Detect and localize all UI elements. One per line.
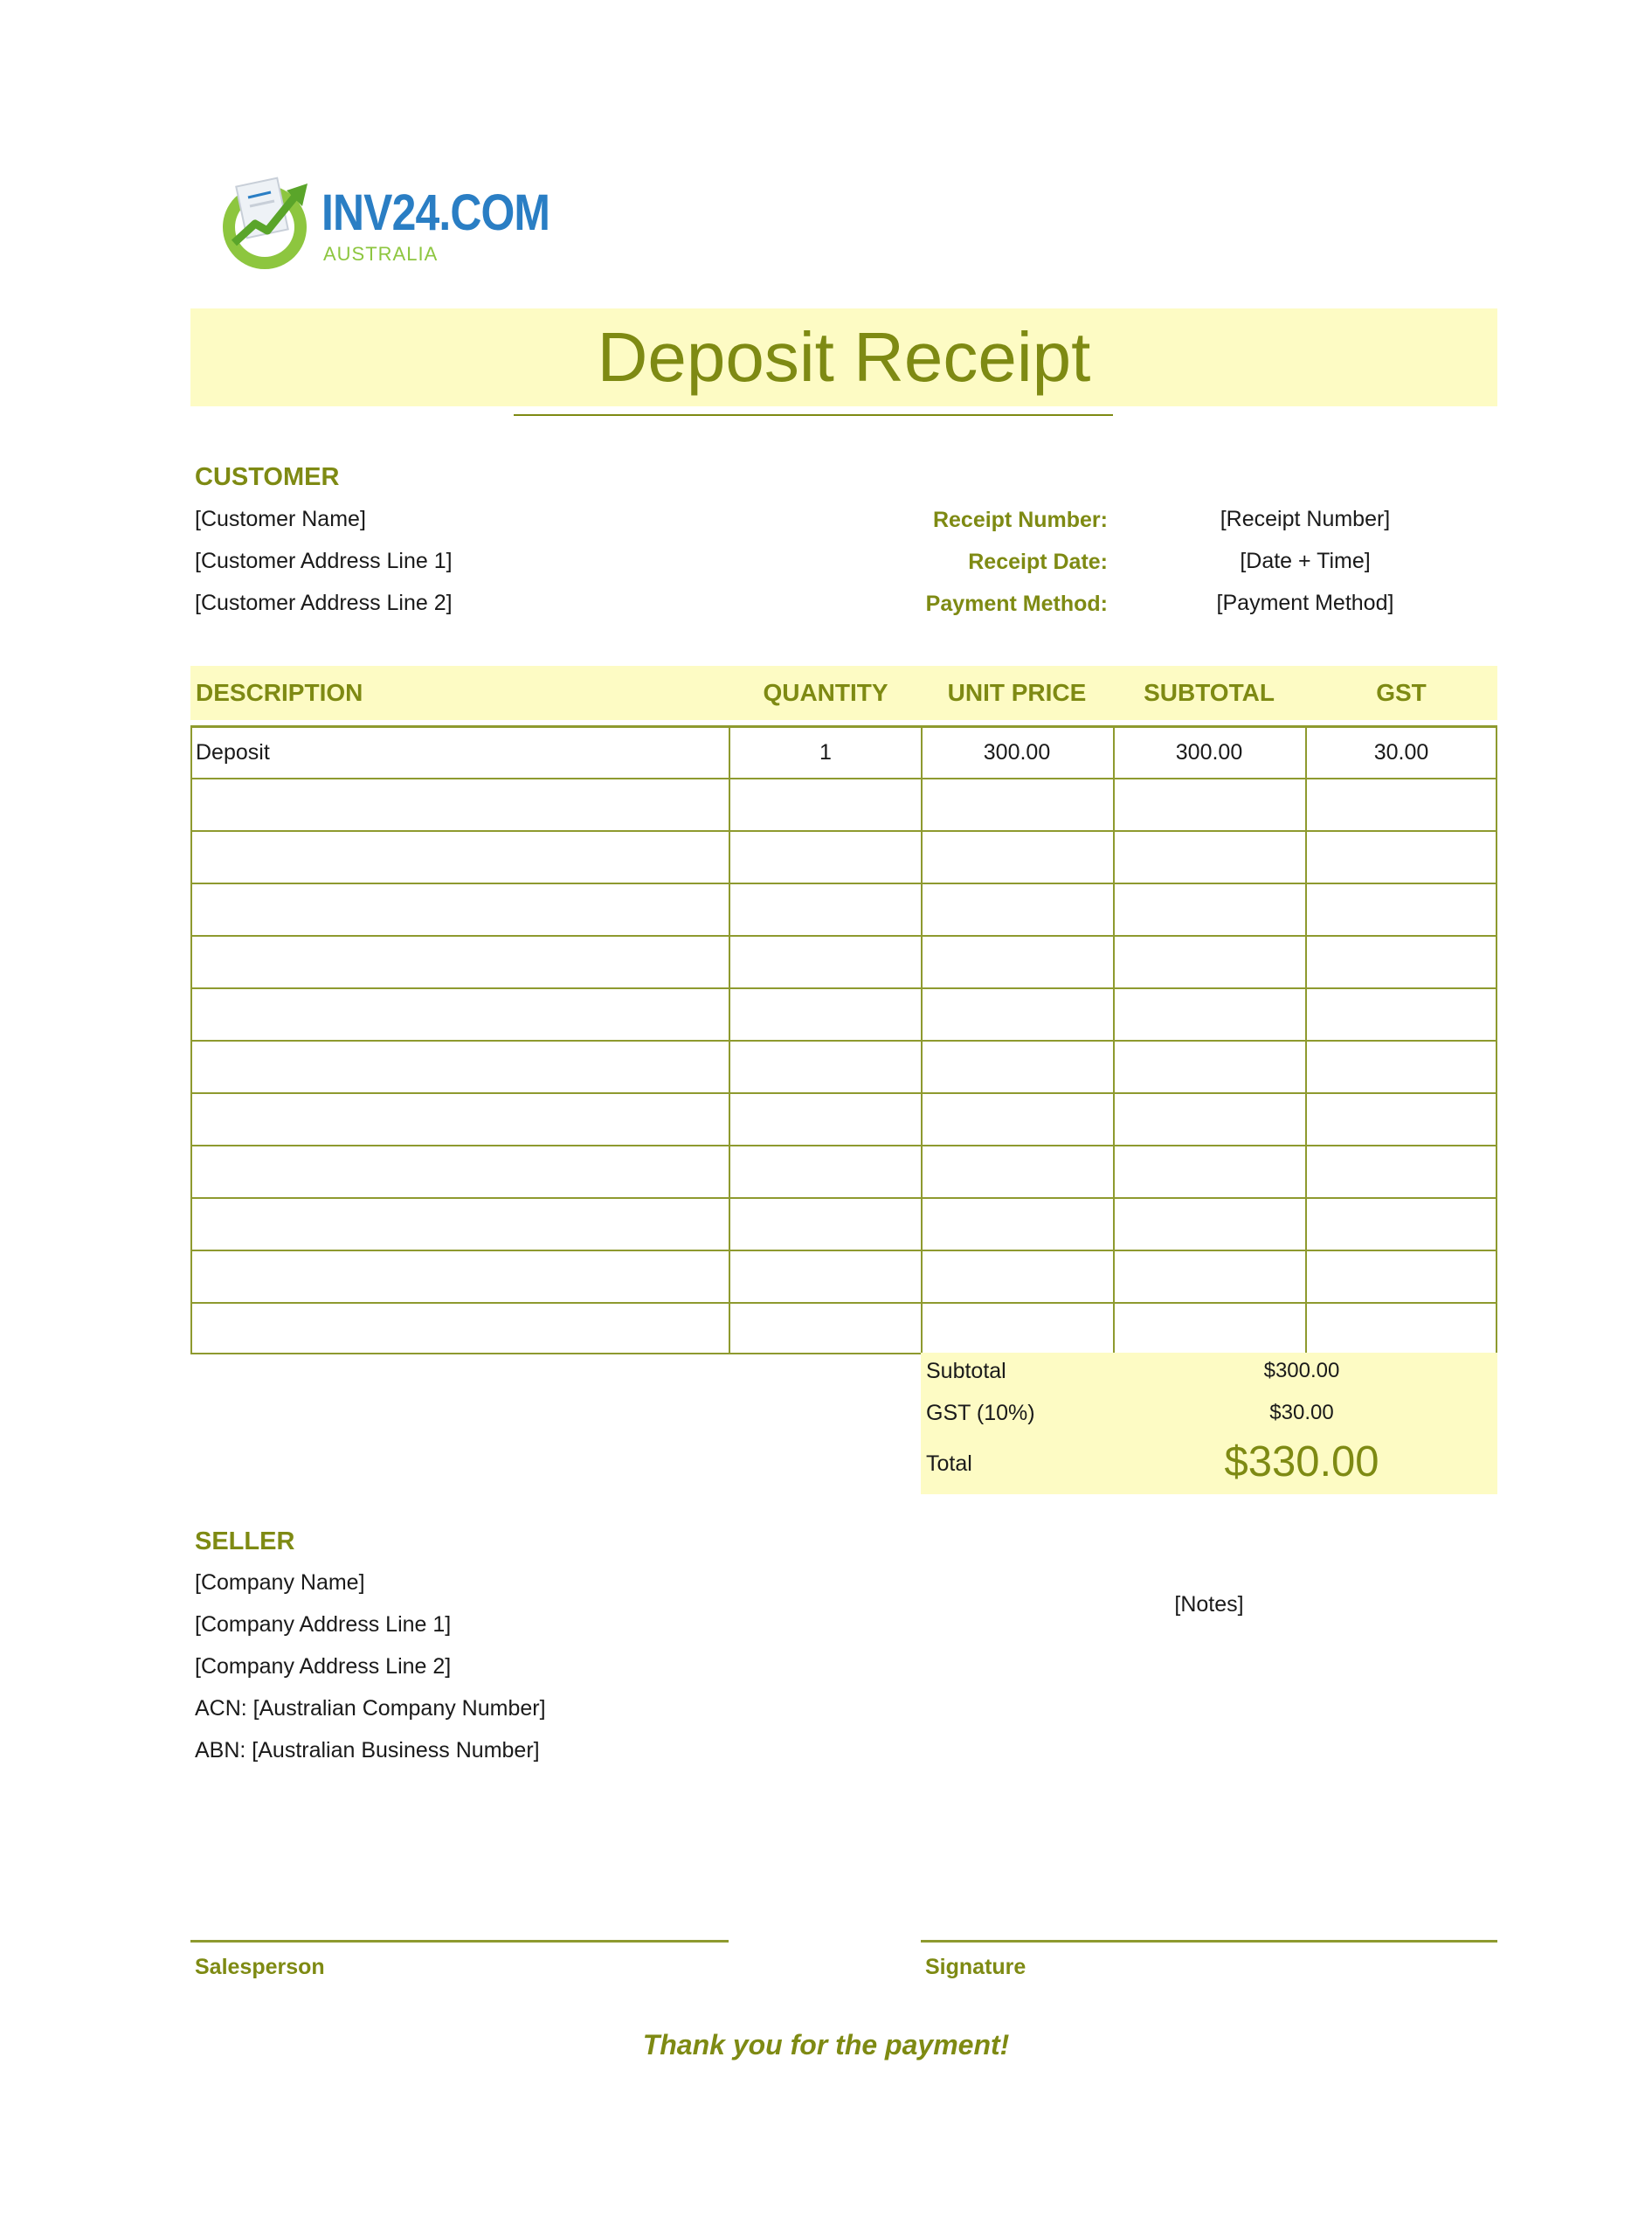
- logo-chart-icon: [217, 175, 321, 271]
- salesperson-label: Salesperson: [195, 1955, 325, 1979]
- company-address-1: [Company Address Line 1]: [195, 1612, 452, 1637]
- col-header-description: DESCRIPTION: [196, 679, 363, 706]
- col-header-unit-price: UNIT PRICE: [947, 679, 1087, 706]
- table-row-line: [190, 1197, 1497, 1199]
- notes: [Notes]: [1174, 1592, 1244, 1617]
- title-underline: [514, 414, 1113, 416]
- receipt-date-label: Receipt Date:: [968, 550, 1108, 574]
- row-1-gst: 30.00: [1373, 740, 1429, 765]
- table-col-line: [1113, 725, 1115, 1353]
- logo-region-text: AUSTRALIA: [323, 243, 439, 265]
- table-col-line: [729, 725, 730, 1353]
- table-row-line: [190, 883, 1497, 884]
- table-row-line: [190, 1040, 1497, 1042]
- table-row-line: [190, 987, 1497, 989]
- total-label: Total: [926, 1451, 972, 1476]
- table-row-line: [190, 1250, 1497, 1251]
- table-row-line: [190, 935, 1497, 937]
- subtotal-label: Subtotal: [926, 1359, 1006, 1383]
- row-1-quantity: 1: [819, 740, 832, 765]
- signature-line: [921, 1940, 1497, 1943]
- signature-label: Signature: [925, 1955, 1026, 1979]
- row-1-description: Deposit: [196, 740, 270, 765]
- seller-heading: SELLER: [195, 1527, 295, 1555]
- company-abn: ABN: [Australian Business Number]: [195, 1738, 540, 1763]
- row-1-unit-price: 300.00: [983, 740, 1051, 765]
- table-col-line: [190, 725, 192, 1353]
- total-value: $330.00: [1224, 1438, 1379, 1486]
- col-header-subtotal: SUBTOTAL: [1144, 679, 1275, 706]
- gst-value: $30.00: [1269, 1401, 1334, 1424]
- table-row-line: [190, 830, 1497, 832]
- payment-method-label: Payment Method:: [925, 592, 1108, 616]
- table-col-line: [921, 725, 923, 1353]
- customer-address-1: [Customer Address Line 1]: [195, 549, 453, 573]
- page-title: Deposit Receipt: [597, 318, 1091, 396]
- table-col-line: [1496, 725, 1497, 1353]
- gst-label: GST (10%): [926, 1401, 1035, 1425]
- company-acn: ACN: [Australian Company Number]: [195, 1696, 546, 1721]
- col-header-gst: GST: [1376, 679, 1427, 706]
- table-row-line: [190, 1092, 1497, 1094]
- thank-you-message: Thank you for the payment!: [642, 2029, 1010, 2060]
- customer-address-2: [Customer Address Line 2]: [195, 591, 453, 615]
- customer-name: [Customer Name]: [195, 507, 366, 531]
- company-name: [Company Name]: [195, 1570, 365, 1595]
- row-1-subtotal: 300.00: [1175, 740, 1243, 765]
- salesperson-signature-line: [190, 1940, 729, 1943]
- logo-brand-text: INV24.COM: [321, 184, 550, 241]
- table-row-line: [190, 1145, 1497, 1146]
- customer-heading: CUSTOMER: [195, 463, 340, 491]
- table-col-line: [1305, 725, 1307, 1353]
- table-row-line: [190, 1302, 1497, 1304]
- receipt-number-value: [Receipt Number]: [1220, 507, 1391, 531]
- receipt-number-label: Receipt Number:: [932, 508, 1108, 532]
- subtotal-value: $300.00: [1263, 1359, 1340, 1382]
- company-address-2: [Company Address Line 2]: [195, 1654, 452, 1679]
- col-header-quantity: QUANTITY: [763, 679, 888, 706]
- receipt-date-value: [Date + Time]: [1240, 549, 1371, 573]
- payment-method-value: [Payment Method]: [1216, 591, 1394, 615]
